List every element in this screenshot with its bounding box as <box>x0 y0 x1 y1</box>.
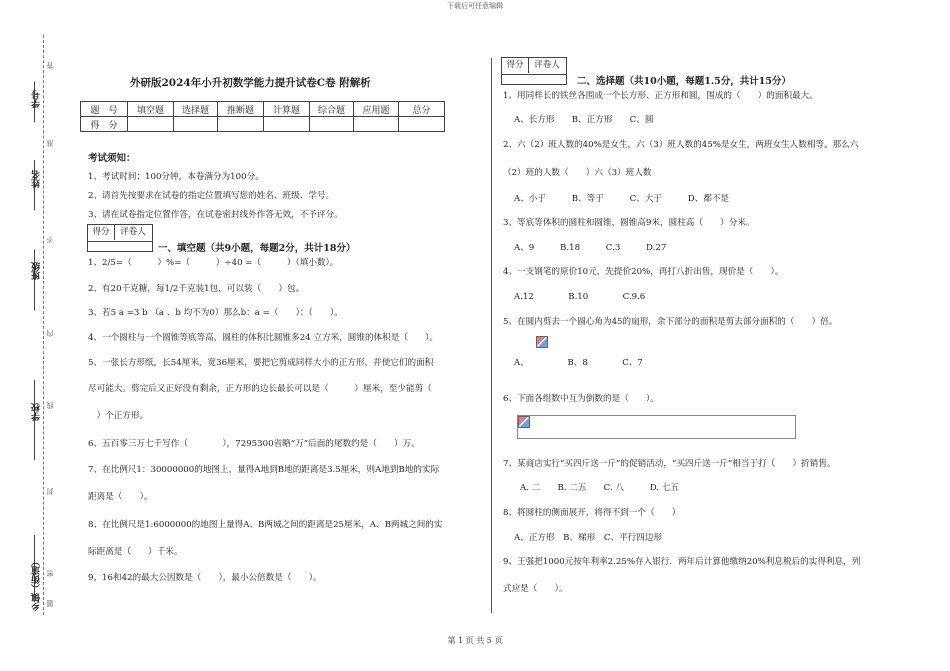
column-divider <box>491 58 492 613</box>
top-note: 下载后可任意编辑 <box>447 2 503 10</box>
page-title: 外研版2024年小升初数学能力提升试卷C卷 附解析 <box>130 77 371 89</box>
option-line: A. 二 B. 二五 C. 八 D. 七五 <box>520 483 679 493</box>
question-line: 式应是（ ）。 <box>503 584 568 594</box>
margin-char-ti: 题 <box>46 600 54 607</box>
score-header-cell: 应用题 <box>354 102 399 117</box>
label-banji: 班级 <box>32 262 42 280</box>
question-line: 际距离是（ ）千米。 <box>88 547 183 557</box>
scorer-blank <box>87 241 153 252</box>
score-header-cell: 推断题 <box>218 102 264 117</box>
question-line: 1、2/5=（ ）%=（ ）÷40 =（ ）（填小数）。 <box>88 258 339 268</box>
question-line: 2、有20千克糖，每1/2千克装1包，可以装（ ）包。 <box>88 284 305 294</box>
section2-heading: 二、选择题（共10小题，每题1.5分，共计15分） <box>577 76 791 87</box>
question-line: 9、王强把1000元按年利率2.25%存入银行．两年后计算他缴纳20%利息税后的实得利息，列 <box>503 557 861 567</box>
notice-item: 2、请首先按要求在试卷的指定位置填写您的姓名、班级、学号。 <box>88 191 335 201</box>
score-header-cell: 总分 <box>399 102 445 117</box>
score-table <box>80 101 445 132</box>
score-header-cell: 综合题 <box>310 102 354 117</box>
scorer-pingjuanren: 评卷人 <box>534 60 560 70</box>
score-header-cell: 选择题 <box>174 102 218 117</box>
question-line: （2）班的人数（ ）六（3）班人数 <box>503 168 652 178</box>
option-line: A、 B、8 C、7 <box>514 358 643 368</box>
notice-item: 3、请在试卷指定位置作答，在试卷密封线外作答无效，不予评分。 <box>88 210 343 220</box>
score-header-cell: 填空题 <box>128 102 174 117</box>
question-line: 7、某商店实行“买四斤送一斤”的促销活动，“买四斤送一斤”相当于打（ ）折销售。 <box>503 459 836 469</box>
score-row-label: 得 分 <box>81 117 128 132</box>
score-cell[interactable] <box>399 117 445 132</box>
binding-dash-line <box>43 35 44 615</box>
option-line: A、9 B.18 C.3 D.27 <box>514 243 667 253</box>
question-line: 6、下面各组数中互为倒数的是（ ）。 <box>503 394 659 404</box>
option-line: A、正方形 B、梯形 C、平行四边形 <box>514 533 663 543</box>
question-line: 8、将圆柱的侧面展开，将得不到一个（ ） <box>503 508 681 518</box>
score-cell[interactable] <box>128 117 174 132</box>
broken-image-icon <box>536 336 548 348</box>
score-header-cell: 计算题 <box>264 102 310 117</box>
question-line: 1、用同样长的铁丝各围成一个长方形、正方形和圆，围成的（ ）的面积最大。 <box>503 91 818 101</box>
score-cell[interactable] <box>264 117 310 132</box>
page-footer: 第 1 页 共 5 页 <box>447 636 503 645</box>
scorer-blank <box>501 74 567 85</box>
label-xuexiao: 学校 <box>32 403 42 421</box>
question-line: 3、等底等体积的圆柱和圆锥，圆锥高9米，圆柱高（ ）分米。 <box>503 218 755 228</box>
question-line: 8、在比例尺是1:6000000的地图上量得A、B两城之间的距离是25厘米，A、B两城之间的实 <box>88 520 443 530</box>
scorer-box-2 <box>501 57 567 75</box>
option-line: A、小于 B、等于 C、大于 D、都不是 <box>514 194 730 204</box>
margin-char-nei: 内 <box>46 330 54 337</box>
score-cell[interactable] <box>310 117 354 132</box>
score-cell[interactable] <box>354 117 399 132</box>
section1-heading: 一、填空题（共9小题，每题2分，共计18分） <box>158 243 356 254</box>
question-line: 3、若5 a =3 b （a 、b 均不为0）那么b：a =（ ）：（ ）。 <box>88 308 343 318</box>
notice-item: 1、考试时间：100分钟，本卷满分为100分。 <box>88 172 264 182</box>
score-header-cell: 题 号 <box>81 102 128 117</box>
label-xuehao: 学号 <box>32 90 42 108</box>
margin-char-da: 答 <box>46 62 54 69</box>
question-line: 9、16和42的最大公因数是（ ），最小公倍数是（ ）。 <box>88 573 322 583</box>
scorer-pingjuanren: 评卷人 <box>120 227 146 237</box>
question-line: 6、五百零三万七千写作（ ），7295300省略“万”后面的尾数约是（ ）万。 <box>88 439 420 449</box>
option-line: A.12 B.10 C.9.6 <box>514 292 646 302</box>
notice-heading: 考试须知： <box>88 153 136 164</box>
question-line: 尽可能大。剪完后又正好没有剩余，正方形的边长最长可以是（ ）厘米，至少能剪（ <box>88 384 432 394</box>
question-line: 2、六（2）班人数的40%是女生，六（3）班人数的45%是女生，两班女生人数相等。那么六 <box>503 140 859 150</box>
label-xiangzhen: 乡镇（街道） <box>32 557 42 611</box>
margin-char-xian: 线 <box>46 402 54 409</box>
scorer-defen: 得分 <box>88 225 115 240</box>
question-line: 距离是（ ）。 <box>88 492 153 502</box>
broken-image-icon <box>518 416 530 428</box>
score-cell[interactable] <box>174 117 218 132</box>
score-cell[interactable] <box>218 117 264 132</box>
option-line: A、长方形 B、正方形 C、圆 <box>514 115 654 125</box>
answer-image-box <box>517 415 796 439</box>
margin-char-bu: 不 <box>46 236 54 243</box>
question-line: 4、一个圆柱与一个圆锥等底等高，圆柱的体积比圆锥多24 立方米，圆锥的体积是（ ）。 <box>88 333 438 343</box>
label-xingming: 姓名 <box>32 170 42 188</box>
question-line: 5、在圆内剪去一个圆心角为45的扇形，余下部分的面积是剪去部分面积的（ ）倍。 <box>503 317 838 327</box>
question-line: 5、一张长方形纸，长54厘米，宽36厘米，要把它剪成同样大小的正方形，并使它们的面积 <box>88 358 434 368</box>
margin-char-mi: 密 <box>46 570 54 577</box>
scorer-defen: 得分 <box>502 58 529 73</box>
margin-char-feng: 封 <box>46 488 54 495</box>
scorer-box <box>87 224 153 242</box>
question-line: ）个正方形。 <box>88 411 149 421</box>
question-line: 4、一支钢笔的原价10元，先提价20%，再打八折出售，现价是（ ）。 <box>503 267 784 277</box>
banji-underline <box>34 250 35 310</box>
margin-char-zhun: 准 <box>46 140 54 147</box>
question-line: 7、在比例尺1：30000000的地图上，量得A地到B地的距离是3.5厘米，则A地到B地的实际 <box>88 465 440 475</box>
